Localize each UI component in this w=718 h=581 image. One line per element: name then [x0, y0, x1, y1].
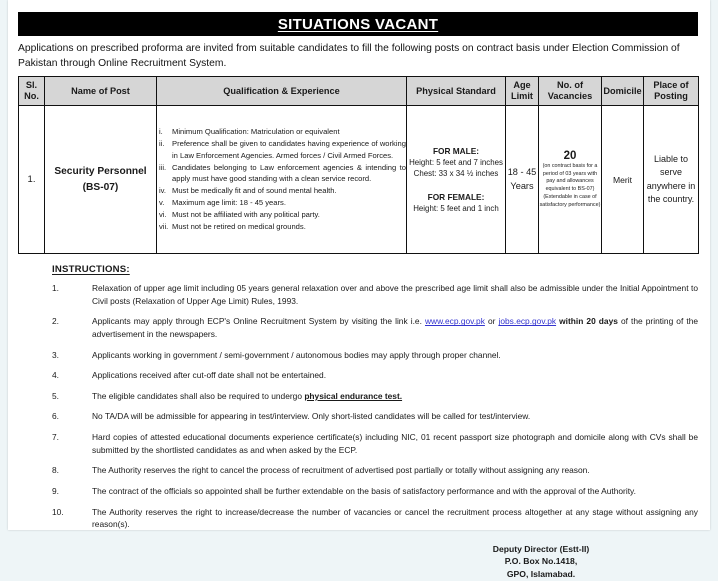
signature-city: GPO, Islamabad. — [506, 569, 576, 580]
qualification-text: Must not be retired on medical grounds. — [172, 222, 306, 232]
qualification-marker: iv. — [159, 186, 167, 196]
qualification-item — [157, 197, 406, 209]
header-name-of-post: Name of Post — [45, 77, 157, 106]
instruction-number: 1. — [52, 283, 59, 294]
header-vacancies-line2: Vacancies — [547, 91, 593, 102]
instruction-number: 8. — [52, 465, 59, 476]
instruction-item — [52, 506, 698, 531]
physical-female-height: Height: 5 feet and 1 inch — [413, 203, 499, 213]
qualification-marker: vii. — [159, 222, 169, 232]
instruction-number: 2. — [52, 316, 59, 327]
qualification-marker: v. — [159, 198, 165, 208]
cell-sl-no: 1. — [19, 106, 45, 254]
header-domicile: Domicile — [602, 77, 644, 106]
instruction-item — [52, 485, 698, 498]
banner — [18, 12, 698, 36]
instruction-text: Hard copies of attested educational documents experience certificate(s) including NIC, 01 recent passport size photograph and domicile along with CVs shall be submitted by the shortlisted candidates as and when asked by the ECP. — [92, 432, 698, 455]
vacancies-note: (on contract basis for a period of 03 years with pay and allowances equivalent to BS-07) (Extendable in case of satisfactory performance) — [539, 162, 601, 208]
cell-domicile: Merit — [602, 106, 644, 254]
table-header-row — [19, 77, 699, 106]
signature-po-box: P.O. Box No.1418, — [504, 556, 578, 567]
instruction-number: 7. — [52, 432, 59, 443]
instruction-text: Applicants working in government / semi-government / autonomous bodies may apply through proper channel. — [92, 349, 501, 360]
instruction-item — [52, 315, 698, 340]
qualification-item — [157, 138, 406, 161]
qualification-item — [157, 126, 406, 138]
instructions-list — [52, 282, 698, 531]
header-vacancies-line1: No. of — [556, 80, 584, 91]
instruction-item — [52, 390, 698, 403]
header-age-limit — [506, 77, 539, 106]
qualification-marker: vi. — [159, 210, 167, 220]
instruction-item — [52, 282, 698, 307]
qualification-marker: i. — [159, 127, 163, 137]
instruction-item — [52, 369, 698, 382]
physical-spacer — [407, 180, 505, 191]
page-title: SITUATIONS VACANT — [277, 15, 439, 33]
qualification-text: Preference shall be given to candidates having experience of working in Law Enforcement Agencies. Armed forces / Civil Armed Forces. — [172, 139, 406, 160]
instruction-text: No TA/DA will be admissible for appearing in test/interview. Only short-listed candidates will be called for test/interview. — [92, 411, 531, 422]
header-age-limit-line1: Age — [513, 80, 531, 91]
qualification-item — [157, 209, 406, 221]
physical-female-heading: FOR FEMALE: — [427, 191, 485, 202]
intro-paragraph: Applications on prescribed proforma are invited from suitable candidates to fill the following posts on contract basis under Election Commission of Pakistan through Online Recruitment System. — [18, 43, 680, 69]
instruction-number: 3. — [52, 349, 59, 360]
cell-age-limit — [506, 106, 539, 254]
instruction-number: 10. — [52, 506, 64, 517]
qualification-marker: ii. — [159, 139, 165, 149]
instruction-text: The eligible candidates shall also be required to undergo physical endurance test. — [92, 390, 403, 401]
qualification-text: Must not be affiliated with any political party. — [172, 210, 320, 220]
ecp-jobs-link[interactable]: jobs.ecp.gov.pk — [498, 316, 557, 327]
post-name: Security Personnel — [54, 166, 147, 178]
signature-block — [8, 543, 674, 581]
qualification-item — [157, 185, 406, 197]
qualification-text: Must be medically fit and of sound mental health. — [172, 186, 337, 196]
physical-male-chest: Chest: 33 x 34 ½ inches — [413, 169, 499, 179]
qualification-text: Candidates belonging to Law enforcement agencies & intending to apply must have good standing with a clean service record. — [172, 162, 406, 184]
physical-male-heading: FOR MALE: — [432, 146, 480, 157]
instruction-text: Applications received after cut-off date shall not be entertained. — [92, 370, 327, 381]
header-place-line2: Posting — [654, 91, 688, 102]
instructions-section — [52, 264, 698, 531]
age-limit-range: 18 - 45 — [507, 166, 537, 177]
header-sl-no-line2: No. — [24, 91, 39, 102]
instruction-text: Relaxation of upper age limit including 05 years general relaxation over and above the prescribed age limit shall also be admissible under the Initial Appointment to Civil posts (Relaxation of Upper Age Limit) Rules, 1993. — [92, 283, 698, 306]
header-place-of-posting — [644, 77, 699, 106]
instruction-number: 9. — [52, 485, 59, 496]
header-sl-no — [19, 77, 45, 106]
instructions-title: INSTRUCTIONS: — [52, 264, 130, 276]
header-age-limit-line2: Limit — [511, 91, 533, 102]
cell-name-of-post — [45, 106, 157, 254]
cell-physical-standard — [407, 106, 506, 254]
header-vacancies — [539, 77, 602, 106]
header-place-line1: Place of — [653, 80, 689, 91]
endurance-test-emphasis: physical endurance test. — [304, 390, 403, 401]
header-physical-standard: Physical Standard — [407, 77, 506, 106]
instruction-item — [52, 431, 698, 456]
instruction-text: The Authority reserves the right to increase/decrease the number of vacancies or cancel the recruitment process altogether at any stage without assigning any reason(s). — [92, 506, 698, 530]
instruction-number: 6. — [52, 411, 59, 422]
post-grade: (BS-07) — [82, 181, 119, 193]
header-qualification: Qualification & Experience — [157, 77, 407, 106]
instruction-item — [52, 349, 698, 362]
instruction-item — [52, 410, 698, 423]
qualification-item — [157, 162, 406, 185]
instruction-item — [52, 464, 698, 477]
ecp-website-link[interactable]: www.ecp.gov.pk — [424, 316, 485, 327]
vacancy-table — [18, 76, 699, 254]
qualification-text: Maximum age limit: 18 - 45 years. — [172, 198, 286, 208]
instruction-text: The Authority reserves the right to cancel the process of recruitment of advertised post partially or totally without assigning any reason. — [92, 465, 590, 476]
signature-designation: Deputy Director (Estt-II) — [492, 543, 590, 554]
deadline-emphasis: within 20 days — [559, 316, 618, 327]
physical-male-height: Height: 5 feet and 7 inches — [409, 158, 503, 168]
table-row — [19, 106, 699, 254]
qualification-marker: iii. — [159, 162, 167, 172]
header-sl-no-line1: Sl. — [25, 80, 38, 91]
advertisement-page — [8, 0, 710, 580]
age-limit-unit: Years — [510, 180, 534, 191]
instruction-number: 4. — [52, 370, 59, 381]
qualification-text: Minimum Qualification: Matriculation or equivalent — [172, 127, 340, 137]
qualification-list — [157, 126, 406, 233]
vacancies-count: 20 — [563, 149, 577, 162]
cell-place-of-posting: Liable to serve anywhere in the country. — [644, 106, 699, 254]
cell-vacancies — [539, 106, 602, 254]
cell-qualification — [157, 106, 407, 254]
instruction-number: 5. — [52, 390, 59, 401]
qualification-item — [157, 221, 406, 233]
instruction-text: The contract of the officials so appointed shall be further extendable on the basis of satisfactory performance and with the approval of the Authority. — [92, 485, 636, 496]
instruction-text: Applicants may apply through ECP's Online Recruitment System by visiting the link i.e. www.ecp.gov.pk or jobs.ecp.gov.pk within 20 days of the printing of the advertisement in the newspapers. — [92, 316, 699, 340]
